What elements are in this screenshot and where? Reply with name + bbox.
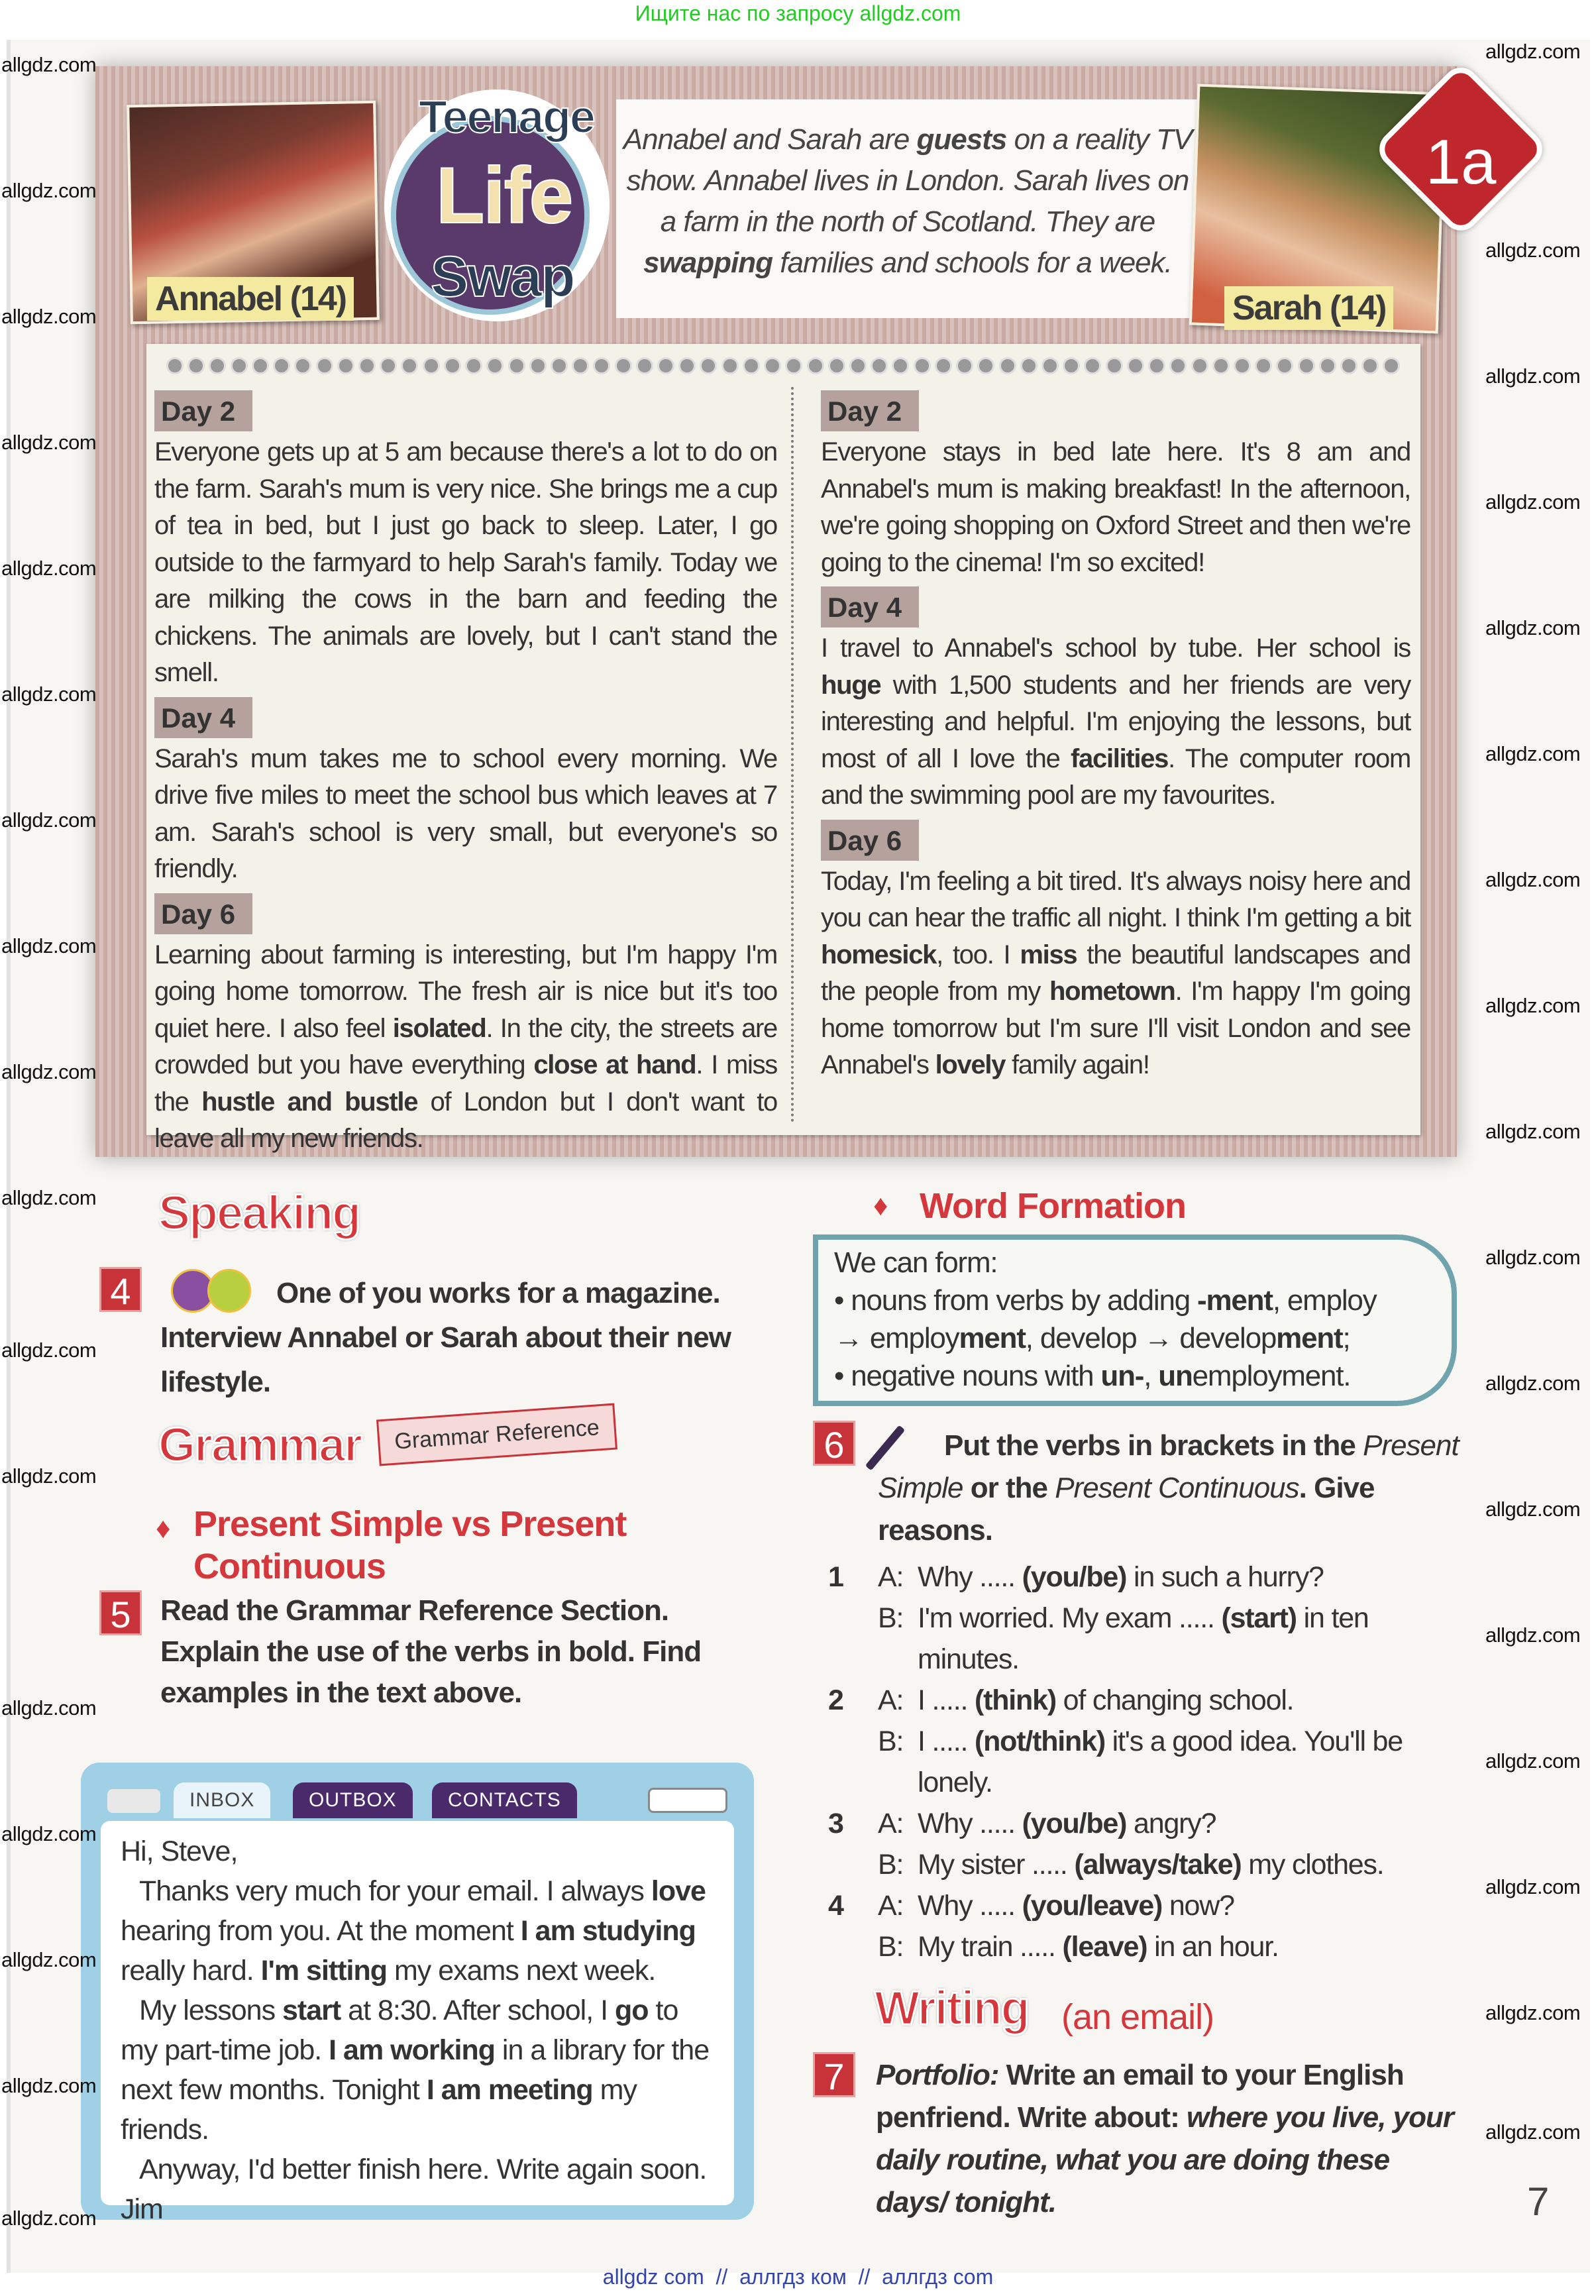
bold-text: swapping (643, 246, 773, 279)
watermark: allgdz.com (1, 1464, 97, 1488)
text-segment: ; (1342, 1322, 1350, 1354)
bold-text: lovely (935, 1050, 1006, 1079)
teenage-life-swap-logo (384, 89, 610, 321)
exercise-7-instruction (876, 2054, 1459, 2224)
exercise-item-number (828, 1844, 878, 1885)
tab-inbox[interactable]: INBOX (174, 1782, 270, 1818)
email-paragraph (121, 1871, 714, 1991)
binder-hole (1041, 357, 1059, 374)
binder-hole (1276, 357, 1293, 374)
text-segment: Sarah's mum takes me to school every morning. We drive five miles to meet the school bus which leaves at 7 am. Sarah's school is very small, but everyone's so friendly. (154, 743, 777, 883)
text-segment: Everyone gets up at 5 am because there's a lot to do on the farm. Sarah's mum is very nice. She brings me a cup of tea in bed, but I just go back to sleep. Later, I go outside to the farmyard to help Sarah's family. Today we are milking the cows in the barn and feeding the chickens. The animals are lovely, but I can't stand the smell. (154, 437, 777, 687)
bold-text: Portfolio: (876, 2059, 999, 2091)
diary-notebook (146, 344, 1420, 1153)
exercise-4-text: One of you works for a magazine. Interview Annabel or Sarah about their new lifestyle. (160, 1277, 731, 1398)
exercise-line-row (828, 1680, 1491, 1721)
speaker-label: A: (878, 1561, 904, 1593)
speaker-label: A: (878, 1684, 904, 1716)
binder-hole (529, 357, 547, 374)
exercise-line (918, 1557, 1461, 1598)
text-segment: families and schools for a week. (772, 246, 1172, 279)
email-body (101, 1821, 734, 2225)
watermark: allgdz.com (1, 179, 97, 202)
day-label: Day 4 (154, 697, 252, 738)
notebook-holes (166, 357, 1401, 377)
bold-text: (you/leave) (1022, 1890, 1163, 1922)
speaker-label: A: (878, 1808, 904, 1839)
logo-life: Life (436, 151, 572, 240)
text-segment: . I'm happy I'm going home tomorrow but I'm sure I'll visit London and see Annabel's (821, 977, 1410, 1079)
text-segment: Present Continuous (1055, 1472, 1299, 1504)
watermark: allgdz.com (1485, 1498, 1581, 1521)
text-segment: → employ (834, 1322, 959, 1354)
text-segment: • negative nouns with (834, 1360, 1101, 1392)
email-greeting: Hi, Steve, (121, 1835, 238, 1867)
column-divider (791, 387, 794, 1122)
watermark: allgdz.com (1485, 1623, 1581, 1647)
exercise-6-number: 6 (813, 1421, 855, 1466)
binder-hole (914, 357, 931, 374)
grammar-reference-tag: Grammar Reference (376, 1403, 617, 1466)
watermark: allgdz.com (1485, 239, 1581, 262)
binder-hole (977, 357, 994, 374)
binder-hole (444, 357, 461, 374)
diary-entry (154, 741, 777, 888)
text-segment: in ten minutes. (918, 1602, 1369, 1675)
watermark: allgdz.com (1485, 40, 1581, 63)
binder-hole (1255, 357, 1272, 374)
bold-text: Write an email to your English penfriend. Write about: (876, 2059, 1404, 2134)
text-segment: Learning about farming is interesting, but I'm happy I'm going home tomorrow. The fresh air is nice but it's too quiet here. I also feel (154, 940, 777, 1043)
email-paragraph (121, 2150, 714, 2189)
window-buttons (107, 1789, 160, 1813)
bold-text: (leave) (1062, 1931, 1147, 1963)
unit-badge: 1a (1425, 127, 1497, 197)
bold-text: I'm sitting (260, 1955, 388, 1987)
binder-hole (337, 357, 354, 374)
bold-text: (not/think) (974, 1725, 1105, 1757)
text-segment: my exams next week. (387, 1955, 656, 1987)
day-label: Day 4 (821, 586, 919, 628)
grammar-title: Grammar (158, 1419, 362, 1472)
email-signature: Jim (121, 2193, 163, 2225)
text-segment: Why ..... (918, 1561, 1022, 1593)
top-search-banner: Ищите нас по запросу allgdz.com (635, 1, 961, 25)
binder-hole (316, 357, 333, 374)
text-segment: My sister ..... (918, 1849, 1075, 1881)
bold-text: miss (1020, 940, 1077, 969)
exercise-line (918, 1803, 1461, 1844)
binder-hole (871, 357, 888, 374)
grammar-subtitle: Present Simple vs Present Continuous (193, 1504, 627, 1586)
exercise-item-number (828, 1598, 878, 1680)
exercise-item-number: 1 (828, 1561, 843, 1593)
word-formation-box (813, 1234, 1457, 1406)
text-segment: hearing from you. At the moment (121, 1915, 521, 1947)
email-window (81, 1763, 754, 2225)
text-segment: on a reality TV show. Annabel lives in London. Sarah lives on a farm in the north of Scotland. They are (626, 123, 1193, 238)
email-search-field[interactable] (648, 1788, 727, 1813)
watermark: allgdz.com (1, 557, 97, 580)
binder-hole (1106, 357, 1123, 374)
binder-hole (209, 357, 226, 374)
diamond-bullet-icon: ♦ (873, 1189, 888, 1222)
bold-text: guests (916, 123, 1007, 156)
bold-text: I am studying (520, 1915, 696, 1947)
bold-text: hustle and bustle (201, 1087, 418, 1117)
word-formation-line (834, 1282, 1436, 1319)
binder-hole (721, 357, 739, 374)
word-formation-line (834, 1244, 1436, 1282)
text-segment: Thanks very much for your email. I always (139, 1875, 651, 1907)
watermark: allgdz.com (1, 1186, 97, 1209)
binder-hole (572, 357, 589, 374)
bold-text: . Give reasons. (878, 1472, 1375, 1547)
watermark: allgdz.com (1485, 364, 1581, 388)
text-segment: I ..... (918, 1725, 975, 1757)
text-segment: , develop → develop (1025, 1322, 1277, 1354)
binder-hole (1191, 357, 1208, 374)
bold-text: hometown (1049, 977, 1175, 1006)
bold-text: ment (959, 1322, 1026, 1354)
watermark: allgdz.com (1485, 616, 1581, 639)
watermark: allgdz.com (1, 2207, 97, 2230)
text-segment: , (1144, 1360, 1159, 1392)
bold-text: (always/take) (1074, 1849, 1242, 1881)
binder-hole (187, 357, 205, 374)
text-segment: I travel to Annabel's school by tube. Her school is (821, 633, 1410, 663)
exercise-item-number: 3 (828, 1808, 843, 1839)
binder-hole (1212, 357, 1230, 374)
text-segment: We can form: (834, 1246, 998, 1279)
text-segment: Anyway, I'd better finish here. Write again soon. (139, 2154, 707, 2185)
binder-hole (358, 357, 376, 374)
speaking-title: Speaking (158, 1187, 360, 1240)
word-formation-title: Word Formation (920, 1186, 1186, 1226)
bold-text: (think) (974, 1684, 1056, 1716)
exercise-7-number: 7 (813, 2052, 855, 2097)
text-segment: with 1,500 students and her friends are very interesting and helpful. I'm enjoying the lessons, but most of all I love the (821, 670, 1410, 773)
speaker-label: B: (878, 1725, 904, 1757)
bold-text: (you/be) (1022, 1808, 1127, 1839)
binder-hole (1361, 357, 1379, 374)
intro-text (616, 99, 1199, 318)
page-number: 7 (1527, 2179, 1550, 2224)
exercise-line-row (828, 1721, 1491, 1803)
text-segment: really hard. (121, 1955, 261, 1987)
annabel-diary (154, 385, 777, 1158)
exercise-line (918, 1926, 1461, 1967)
watermark: allgdz.com (1, 934, 97, 957)
watermark: allgdz.com (1, 1339, 97, 1362)
bold-text: huge (821, 670, 881, 700)
text-segment: of changing school. (1055, 1684, 1294, 1716)
text-segment: I'm worried. My exam ..... (918, 1602, 1222, 1634)
diary-entry (154, 434, 777, 692)
binder-hole (166, 357, 184, 374)
diary-entry (821, 434, 1410, 581)
text-segment: it's a good idea. You'll be lonely. (918, 1725, 1403, 1798)
watermark: allgdz.com (1485, 1749, 1581, 1773)
binder-hole (657, 357, 674, 374)
exercise-5-number: 5 (99, 1590, 142, 1635)
text-segment: in an hour. (1147, 1931, 1279, 1963)
text-segment: Today, I'm feeling a bit tired. It's always noisy here and you can hear the traffic all night. I think I'm getting a bit (821, 866, 1410, 932)
binder-hole (486, 357, 504, 374)
text-segment: , employ (1272, 1284, 1377, 1317)
exercise-item-number (828, 1721, 878, 1803)
bold-text: (you/be) (1022, 1561, 1127, 1593)
text-segment: the beautiful landscapes and the people from my (821, 940, 1410, 1006)
text-segment: to my part-time job. (121, 1995, 678, 2066)
exercise-line (918, 1680, 1461, 1721)
bold-text: un- (1100, 1360, 1144, 1392)
exercise-line-row (828, 1885, 1491, 1926)
binder-hole (423, 357, 440, 374)
watermark: allgdz.com (1485, 994, 1581, 1017)
exercise-line-row (828, 1803, 1491, 1844)
bold-text: I am meeting (426, 2074, 593, 2106)
watermark: allgdz.com (1485, 1246, 1581, 1269)
binder-hole (892, 357, 909, 374)
bold-text: or the (963, 1472, 1055, 1504)
word-formation-line (834, 1319, 1436, 1357)
text-segment: at 8:30. After school, I (341, 1995, 615, 2026)
text-segment: of London but I don't want to leave all my new friends. (154, 1087, 777, 1153)
watermark: allgdz.com (1485, 868, 1581, 891)
text-segment: now? (1162, 1890, 1234, 1922)
text-segment: . I miss the (154, 1050, 778, 1117)
watermark: allgdz.com (1485, 742, 1581, 765)
watermark: allgdz.com (1, 431, 97, 454)
bold-text: where you live, your daily routine, what you are doing these days/ tonight. (876, 2101, 1454, 2218)
binder-hole (1084, 357, 1101, 374)
text-segment: in such a hurry? (1126, 1561, 1324, 1593)
text-segment: Annabel and Sarah are (623, 123, 917, 156)
bold-text: close at hand (533, 1050, 696, 1079)
binder-hole (1169, 357, 1187, 374)
binder-hole (678, 357, 696, 374)
binder-hole (1148, 357, 1165, 374)
binder-hole (551, 357, 568, 374)
text-segment: , too. I (936, 940, 1020, 969)
bold-text: un (1158, 1360, 1193, 1392)
diamond-bullet-icon: ♦ (156, 1512, 171, 1545)
binder-hole (231, 357, 248, 374)
watermark: allgdz.com (1485, 490, 1581, 514)
watermark: allgdz.com (1, 1822, 97, 1845)
text-segment: • nouns from verbs by adding (834, 1284, 1198, 1317)
binder-hole (1234, 357, 1251, 374)
exercise-line-row (828, 1557, 1491, 1598)
email-paragraph (121, 1991, 714, 2150)
day-label: Day 6 (154, 893, 252, 934)
binder-hole (1298, 357, 1315, 374)
binder-hole (956, 357, 973, 374)
bold-text: go (615, 1995, 649, 2026)
bold-text: facilities (1071, 743, 1169, 773)
bold-text: isolated (392, 1013, 486, 1043)
text-segment: . The computer room and the swimming pool are my favourites. (821, 743, 1410, 810)
exercise-6-items (828, 1557, 1491, 1967)
text-segment: I ..... (918, 1684, 975, 1716)
text-segment: angry? (1126, 1808, 1216, 1839)
binder-hole (273, 357, 290, 374)
speaker-label: B: (878, 1602, 904, 1634)
text-segment: Why ..... (918, 1890, 1022, 1922)
exercise-item-number: 4 (828, 1890, 843, 1922)
bold-text: I am working (329, 2034, 495, 2066)
text-segment: employment. (1192, 1360, 1351, 1392)
exercise-6-instruction (878, 1425, 1461, 1552)
speaker-label: B: (878, 1931, 904, 1963)
binder-hole (764, 357, 781, 374)
watermark: allgdz.com (1485, 1372, 1581, 1395)
exercise-item-number: 2 (828, 1684, 843, 1716)
sarah-diary (821, 385, 1410, 1084)
diary-entry (821, 863, 1410, 1084)
day-label: Day 6 (821, 820, 919, 861)
text-segment: Why ..... (918, 1808, 1022, 1839)
binder-hole (252, 357, 269, 374)
watermark: allgdz.com (1485, 1875, 1581, 1898)
binder-hole (380, 357, 397, 374)
writing-subtitle: (an email) (1061, 1997, 1214, 2037)
binder-hole (1340, 357, 1357, 374)
exercise-line (918, 1844, 1461, 1885)
bold-text: homesick (821, 940, 937, 969)
bold-text: Put the verbs in brackets in the (944, 1429, 1363, 1462)
exercise-5-text: Read the Grammar Reference Section. Explain the use of the verbs in bold. Find examples in the text above. (160, 1594, 702, 1709)
text-segment: My lessons (139, 1995, 283, 2026)
day-label: Day 2 (821, 390, 919, 431)
tab-outbox[interactable]: OUTBOX (293, 1782, 413, 1818)
exercise-4-number: 4 (99, 1267, 142, 1312)
binder-hole (593, 357, 610, 374)
annabel-name-tag: Annabel (14) (147, 277, 354, 321)
binder-hole (849, 357, 867, 374)
watermark: allgdz.com (1, 808, 97, 832)
watermark: allgdz.com (1, 305, 97, 328)
tab-contacts[interactable]: CONTACTS (432, 1782, 577, 1818)
exercise-line-row (828, 1598, 1491, 1680)
watermark: allgdz.com (1485, 2001, 1581, 2024)
binder-hole (935, 357, 952, 374)
text-segment: my clothes. (1241, 1849, 1384, 1881)
sarah-name-tag: Sarah (14) (1224, 286, 1393, 330)
watermark: allgdz.com (1, 53, 97, 76)
watermark: allgdz.com (1, 683, 97, 706)
writing-title: Writing (875, 1982, 1029, 2035)
text-segment: Present Simple (878, 1429, 1459, 1504)
text-segment: in a library for the next few months. Tonight (121, 2034, 710, 2106)
binder-hole (508, 357, 525, 374)
speaker-label: B: (878, 1849, 904, 1881)
watermark: allgdz.com (1485, 2120, 1581, 2144)
binder-hole (999, 357, 1016, 374)
day-label: Day 2 (154, 390, 252, 431)
exercise-item-number (828, 1926, 878, 1967)
text-segment: my friends. (121, 2074, 637, 2146)
binder-hole (1063, 357, 1080, 374)
exercise-line-row (828, 1844, 1491, 1885)
binder-hole (785, 357, 802, 374)
bold-text: (start) (1221, 1602, 1297, 1634)
binder-hole (807, 357, 824, 374)
binder-hole (294, 357, 311, 374)
binder-hole (465, 357, 482, 374)
exercise-line-row (828, 1926, 1491, 1967)
watermark: allgdz.com (1485, 1120, 1581, 1143)
diary-entry (821, 630, 1410, 814)
text-segment: My train ..... (918, 1931, 1063, 1963)
speaker-label: A: (878, 1890, 904, 1922)
binder-hole (401, 357, 418, 374)
bold-text: love (651, 1875, 706, 1907)
binder-hole (1127, 357, 1144, 374)
exercise-line (918, 1885, 1461, 1926)
bold-text: -ment (1197, 1284, 1273, 1317)
binder-hole (700, 357, 717, 374)
text-segment: family again! (1005, 1050, 1149, 1079)
binder-hole (615, 357, 632, 374)
bottom-banner: allgdz com // аллгдз ком // аллгдз com (602, 2265, 994, 2289)
binder-hole (743, 357, 760, 374)
logo-teenage: Teenage (419, 91, 594, 142)
bold-text: start (282, 1995, 341, 2026)
binder-hole (1020, 357, 1037, 374)
binder-hole (636, 357, 653, 374)
watermark: allgdz.com (1, 1948, 97, 1971)
exercise-line (918, 1598, 1461, 1680)
logo-swap: Swap (431, 245, 574, 309)
watermark: allgdz.com (1, 2074, 97, 2097)
watermark: allgdz.com (1, 1060, 97, 1083)
watermark: allgdz.com (1, 1696, 97, 1720)
exercise-line (918, 1721, 1461, 1803)
text-segment: Everyone stays in bed late here. It's 8 am and Annabel's mum is making breakfast! In the afternoon, we're going shopping on Oxford Street and then we're going to the cinema! I'm so excited! (821, 437, 1410, 577)
text-segment: . In the city, the streets are crowded but you have everything (154, 1013, 777, 1079)
binder-hole (1383, 357, 1400, 374)
word-formation-line (834, 1357, 1436, 1395)
diary-entry (154, 937, 777, 1158)
binder-hole (828, 357, 845, 374)
binder-hole (1319, 357, 1336, 374)
bold-text: ment (1276, 1322, 1343, 1354)
